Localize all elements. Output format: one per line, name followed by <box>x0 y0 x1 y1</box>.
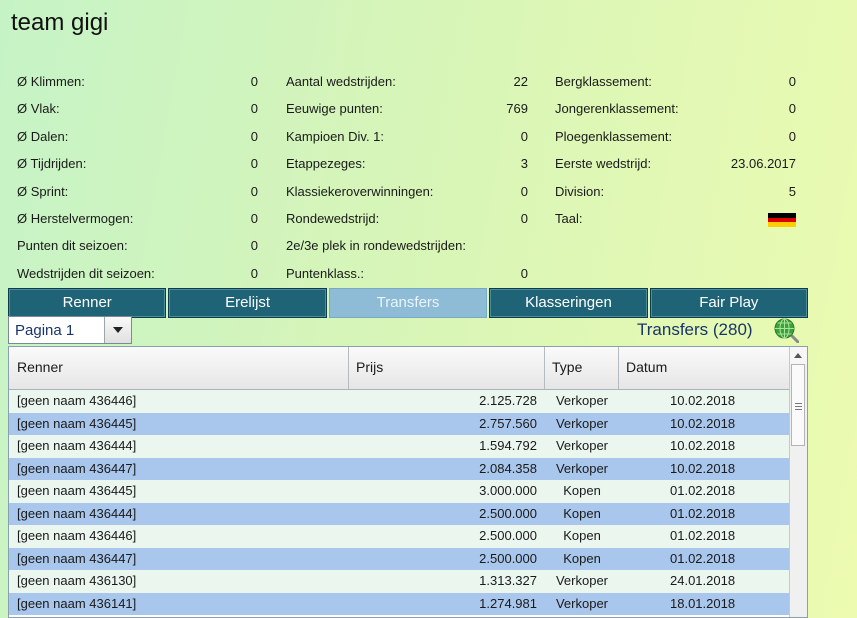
stat-label: Ø Tijdrijden: <box>17 156 87 172</box>
table-row[interactable] <box>9 390 790 413</box>
table-cell: [geen naam 436446] <box>17 393 137 408</box>
table-cell: [geen naam 436444] <box>17 505 137 521</box>
stat-row <box>286 150 528 177</box>
stat-row <box>286 205 528 232</box>
table-cell: [geen naam 436447] <box>17 550 137 566</box>
stat-row <box>17 178 258 205</box>
language-flag-icon <box>768 213 796 227</box>
globe-search-icon[interactable] <box>773 317 799 343</box>
stat-label: Puntenklass.: <box>286 265 365 281</box>
table-cell: 01.02.2018 <box>670 528 736 543</box>
table-cell: 10.02.2018 <box>670 415 736 431</box>
stat-value: 0 <box>250 238 258 254</box>
stat-label: Ø Vlak: <box>17 101 60 117</box>
stat-value: 0 <box>520 210 528 226</box>
table-cell: [geen naam 436130] <box>17 573 137 588</box>
stats-column-2 <box>286 68 528 287</box>
stat-value: 0 <box>250 101 258 117</box>
table-cell: 10.02.2018 <box>670 438 736 453</box>
stat-label: Ploegenklassement: <box>555 128 673 144</box>
stat-value: 0 <box>788 74 796 89</box>
table-cell: 2.500.000 <box>479 550 537 566</box>
table-cell: 2.500.000 <box>479 528 537 543</box>
stat-row <box>17 205 258 232</box>
table-cell: [geen naam 436445] <box>17 415 137 431</box>
column-header-type[interactable]: Type <box>545 347 619 389</box>
transfers-count-title: Transfers (280) <box>637 320 753 339</box>
table-row[interactable] <box>9 480 790 503</box>
stat-label: Jongerenklassement: <box>555 101 679 117</box>
stat-value: 0 <box>250 156 258 172</box>
tab-fair-play[interactable]: Fair Play <box>650 288 808 318</box>
stat-label: Eeuwige punten: <box>286 101 383 117</box>
stat-value: 0 <box>250 128 258 144</box>
stat-value: 0 <box>250 265 258 281</box>
stat-label: Eerste wedstrijd: <box>555 156 652 172</box>
table-row[interactable] <box>9 413 790 436</box>
stat-row <box>17 123 258 150</box>
stat-label: Etappezeges: <box>286 156 366 172</box>
table-cell: Verkoper <box>555 460 609 476</box>
scrollbar-thumb[interactable] <box>791 364 805 446</box>
stat-label: Taal: <box>555 210 583 226</box>
tab-renner[interactable]: Renner <box>8 288 166 318</box>
stat-value: 0 <box>250 183 258 199</box>
stat-row <box>555 205 796 232</box>
table-cell: Verkoper <box>555 415 609 431</box>
stat-row <box>17 95 258 122</box>
table-cell: 01.02.2018 <box>670 550 736 566</box>
tab-bar <box>8 288 808 318</box>
stat-label: Punten dit seizoen: <box>17 238 128 254</box>
stat-label: Kampioen Div. 1: <box>286 128 385 144</box>
stat-row <box>286 178 528 205</box>
tab-erelijst[interactable]: Erelijst <box>168 288 326 318</box>
page-select-value: Pagina 1 <box>15 322 75 339</box>
tab-transfers[interactable]: Transfers <box>329 288 487 318</box>
table-cell: 2.084.358 <box>479 460 537 476</box>
stat-value: 0 <box>788 128 796 144</box>
table-cell: 10.02.2018 <box>670 460 736 476</box>
stat-label: Ø Herstelvermogen: <box>17 210 134 226</box>
stat-value: 0 <box>250 210 258 226</box>
stat-row <box>286 123 528 150</box>
stat-value: 3 <box>520 156 528 172</box>
table-cell: Kopen <box>563 505 601 521</box>
table-cell: Kopen <box>563 550 601 566</box>
table-cell: Verkoper <box>555 393 609 408</box>
stat-label: Ø Dalen: <box>17 128 69 144</box>
stat-row <box>555 123 796 150</box>
stat-label: Ø Sprint: <box>17 183 69 199</box>
stat-row <box>17 150 258 177</box>
scroll-up-arrow[interactable] <box>789 347 807 364</box>
table-cell: 18.01.2018 <box>670 595 736 611</box>
team-name: team gigi <box>11 9 109 36</box>
table-cell: 10.02.2018 <box>670 393 736 408</box>
stat-label: Division: <box>555 183 605 199</box>
stat-label: Wedstrijden dit seizoen: <box>17 265 155 281</box>
column-header-renner[interactable]: Renner <box>9 347 349 389</box>
stat-value: 5 <box>788 183 796 199</box>
table-row[interactable] <box>9 593 790 616</box>
stat-row <box>286 260 528 287</box>
stat-value: 769 <box>506 101 528 117</box>
column-header-datum[interactable]: Datum <box>619 347 790 389</box>
column-header-prijs[interactable]: Prijs <box>349 347 545 389</box>
stat-label: Aantal wedstrijden: <box>286 74 396 89</box>
table-row[interactable] <box>9 570 790 593</box>
table-cell: [geen naam 436446] <box>17 528 137 543</box>
stat-row <box>555 150 796 177</box>
chevron-down-icon[interactable] <box>104 317 131 343</box>
stat-row <box>17 260 258 287</box>
stat-row <box>17 68 258 95</box>
stat-value: 0 <box>520 128 528 144</box>
table-row[interactable] <box>9 435 790 458</box>
table-cell: 01.02.2018 <box>670 483 736 498</box>
stat-label: Rondewedstrijd: <box>286 210 380 226</box>
stat-row <box>555 68 796 95</box>
table-cell: Kopen <box>563 528 601 543</box>
table-cell: 3.000.000 <box>479 483 537 498</box>
table-cell: [geen naam 436141] <box>17 595 137 611</box>
table-cell: Kopen <box>563 483 601 498</box>
table-body <box>9 390 790 615</box>
table-row[interactable] <box>9 548 790 571</box>
table-cell: Verkoper <box>555 573 609 588</box>
table-cell: Verkoper <box>555 438 609 453</box>
table-row[interactable] <box>9 503 790 526</box>
stat-row <box>286 68 528 95</box>
table-cell: 24.01.2018 <box>670 573 736 588</box>
tab-klasseringen[interactable]: Klasseringen <box>489 288 647 318</box>
stat-label: Klassiekeroverwinningen: <box>286 183 434 199</box>
table-cell: 1.594.792 <box>479 438 537 453</box>
stat-value: 0 <box>520 265 528 281</box>
stat-row <box>286 95 528 122</box>
table-cell: 2.125.728 <box>479 393 537 408</box>
transfers-table <box>8 346 808 618</box>
stats-column-3 <box>555 68 796 232</box>
table-cell: Verkoper <box>555 595 609 611</box>
stat-label: Ø Klimmen: <box>17 74 85 89</box>
stat-row <box>555 95 796 122</box>
table-cell: [geen naam 436445] <box>17 483 137 498</box>
table-cell: [geen naam 436447] <box>17 460 137 476</box>
stat-value: 0 <box>520 183 528 199</box>
table-cell: 01.02.2018 <box>670 505 736 521</box>
stat-row <box>555 178 796 205</box>
table-row[interactable] <box>9 458 790 481</box>
stat-value: 0 <box>788 101 796 117</box>
stat-label: 2e/3e plek in rondewedstrijden: <box>286 238 466 254</box>
page-select[interactable] <box>8 316 132 344</box>
stat-row <box>17 232 258 259</box>
table-cell: 2.757.560 <box>479 415 537 431</box>
vertical-scrollbar[interactable] <box>789 364 807 618</box>
table-cell: [geen naam 436444] <box>17 438 137 453</box>
stats-column-1 <box>17 68 258 287</box>
table-cell: 1.313.327 <box>479 573 537 588</box>
table-row[interactable] <box>9 525 790 548</box>
stat-row <box>286 232 528 259</box>
table-cell: 1.274.981 <box>479 595 537 611</box>
table-cell: 2.500.000 <box>479 505 537 521</box>
stat-value: 0 <box>250 74 258 89</box>
stat-label: Bergklassement: <box>555 74 652 89</box>
stat-value: 22 <box>513 74 528 89</box>
stat-value: 23.06.2017 <box>730 156 796 172</box>
table-header <box>9 347 790 390</box>
